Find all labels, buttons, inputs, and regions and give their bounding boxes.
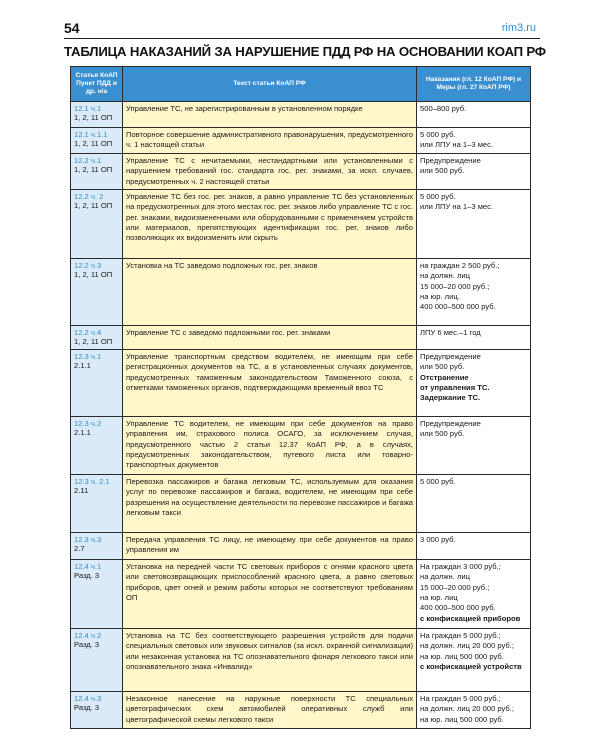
penalty-cell bbox=[417, 259, 531, 326]
article-number: 12.3 ч.2 bbox=[74, 418, 102, 428]
article-number: 12.4 ч.3 bbox=[74, 693, 102, 703]
article-text: Управление ТС без гос. рег. знаков, а равно управление ТС без установленных на предусмотренных для этого местах гос. рег. знаков либо управление ТС с гос. рег. знаками, видоизмененными или оборудованными с применением устройств или материалов, препятствующих идентификации гос. рег. знаков либо позволяющих их видоизменить или скрыть bbox=[123, 190, 417, 259]
pdd-reference: Разд. 3 bbox=[74, 703, 100, 713]
pdd-reference: 1, 2, 11 ОП bbox=[74, 113, 113, 123]
article-text: Повторное совершение административного правонарушения, предусмотренного ч. 1 настоящей статьи bbox=[123, 128, 417, 154]
penalty-cell bbox=[417, 474, 531, 532]
article-text: Перевозка пассажиров и багажа легковым ТС, используемым для оказания услуг по перевозке пассажиров и багажа, водителем, не имеющим при себе разрешения на осуществление деятельности по перевозке пассажиров и багажа легковым такси bbox=[123, 474, 417, 532]
pdd-reference: 1, 2, 11 ОП bbox=[74, 165, 113, 175]
article-cell bbox=[71, 190, 123, 259]
article-text: Управление ТС с нечитаемыми, нестандартными или установленными с нарушением требований гос. стандарта гос. рег. знаками, за искл. случаев, предусмотренных ч. 2 настоящей статьи bbox=[123, 154, 417, 190]
penalty-text: ЛПУ 6 мес.–1 год bbox=[420, 328, 481, 337]
article-cell bbox=[71, 559, 123, 628]
article-number: 12.3 ч. 2.1 bbox=[74, 476, 110, 486]
article-cell bbox=[71, 532, 123, 559]
penalty-cell bbox=[417, 628, 531, 691]
penalty-text: На граждан 5 000 руб.; на должн. лиц 20 000 руб.; на юр. лиц 500 000 руб. bbox=[420, 693, 514, 724]
penalty-cell bbox=[417, 102, 531, 128]
penalty-table bbox=[70, 66, 531, 729]
article-cell bbox=[71, 474, 123, 532]
penalty-text: Предупреждение или 500 руб. bbox=[420, 351, 481, 372]
article-cell bbox=[71, 259, 123, 326]
article-text: Установка на передней части ТС световых приборов с огнями красного цвета или световозвращающих приспособлений красного цвета, а равно световых приборов, цвет огней и режим работы которых не соответствуют требованиям ОП bbox=[123, 559, 417, 628]
penalty-cell bbox=[417, 154, 531, 190]
pdd-reference: 1, 2, 11 ОП bbox=[74, 337, 113, 347]
pdd-reference: 2.7 bbox=[74, 544, 85, 554]
penalty-measure: Отстранение от управления ТС. Задержание ТС. bbox=[420, 372, 490, 403]
penalty-cell bbox=[417, 559, 531, 628]
table-row bbox=[71, 628, 531, 691]
pdd-reference: Разд. 3 bbox=[74, 640, 100, 650]
penalty-text: 500–800 руб. bbox=[420, 104, 467, 113]
article-cell bbox=[71, 102, 123, 128]
article-text: Установка на ТС заведомо подложных гос. рег. знаков bbox=[123, 259, 417, 326]
penalty-cell bbox=[417, 128, 531, 154]
article-number: 12.2 ч.3 bbox=[74, 261, 102, 270]
article-number: 12.2 ч.1 bbox=[74, 156, 102, 165]
article-number: 12.3 ч.1 bbox=[74, 351, 102, 361]
pdd-reference: 2.1.1 bbox=[74, 361, 91, 371]
article-text: Управление ТС водителем, не имеющим при себе документов на право управления им, страхового полиса ОСАГО, за исключением случая, предусмотренного частью 2 статьи 12.37 КоАП РФ, а в случаях, предусмотренных законодательством, путевого листа или товарно-транспортных документов bbox=[123, 416, 417, 474]
table-row bbox=[71, 326, 531, 350]
col-header-penalty: Наказания (гл. 12 КоАП РФ) и Меры (гл. 27 КоАП РФ) bbox=[417, 67, 531, 102]
page-number: 54 bbox=[64, 20, 80, 36]
penalty-cell bbox=[417, 326, 531, 350]
pdd-reference: 1, 2, 11 ОП bbox=[74, 270, 113, 280]
article-number: 12.4 ч.1 bbox=[74, 561, 102, 571]
table-row bbox=[71, 259, 531, 326]
table-row bbox=[71, 349, 531, 416]
page-title: ТАБЛИЦА НАКАЗАНИЙ ЗА НАРУШЕНИЕ ПДД РФ НА ОСНОВАНИИ КОАП РФ bbox=[64, 44, 546, 59]
table-row bbox=[71, 559, 531, 628]
pdd-reference: 1, 2, 11 ОП bbox=[74, 201, 113, 211]
article-number: 12.1 ч.1.1 bbox=[74, 130, 108, 139]
article-cell bbox=[71, 349, 123, 416]
article-cell bbox=[71, 128, 123, 154]
article-number: 12.1 ч.1 bbox=[74, 104, 102, 113]
penalty-text: На граждан 5 000 руб.; на должн. лиц 20 000 руб.; на юр. лиц 500 000 руб. bbox=[420, 630, 514, 661]
col-header-text: Текст статьи КоАП РФ bbox=[123, 67, 417, 102]
article-cell bbox=[71, 326, 123, 350]
penalty-measure: с конфискацией устройств bbox=[420, 661, 522, 671]
table-row bbox=[71, 102, 531, 128]
article-cell bbox=[71, 416, 123, 474]
table-row bbox=[71, 190, 531, 259]
article-number: 12.3 ч.3 bbox=[74, 534, 102, 544]
table-row bbox=[71, 532, 531, 559]
penalty-text: 5 000 руб. bbox=[420, 476, 456, 486]
col-header-article: Статья КоАП Пункт ПДД и др. н/а bbox=[71, 67, 123, 102]
table-row bbox=[71, 416, 531, 474]
penalty-text: На граждан 3 000 руб.; на должн. лиц 15 000–20 000 руб.; на юр. лиц 400 000–500 000 руб. bbox=[420, 561, 501, 613]
penalty-text: 5 000 руб. или ЛПУ на 1–3 мес. bbox=[420, 192, 494, 212]
article-number: 12.2 ч. 2 bbox=[74, 192, 104, 201]
pdd-reference: 1, 2, 11 ОП bbox=[74, 139, 113, 149]
pdd-reference: Разд. 3 bbox=[74, 571, 100, 581]
penalty-text: на граждан 2 500 руб.; на должн. лиц 15 000–20 000 руб.; на юр. лиц. 400 000–500 000 руб. bbox=[420, 261, 500, 312]
article-text: Установка на ТС без соответствующего разрешения устройств для подачи специальных световых или звуковых сигналов (за искл. охранной сигнализации) или незаконная установка на ТС опознавательного фонаря легкового такси или опознавательного знака «Инвалид» bbox=[123, 628, 417, 691]
table-row bbox=[71, 474, 531, 532]
article-text: Передача управления ТС лицу, не имеющему при себе документов на право управления им bbox=[123, 532, 417, 559]
site-link[interactable]: rim3.ru bbox=[501, 22, 536, 34]
pdd-reference: 2.11 bbox=[74, 486, 89, 496]
penalty-text: 3 000 руб. bbox=[420, 534, 456, 544]
penalty-cell bbox=[417, 349, 531, 416]
article-number: 12.4 ч.2 bbox=[74, 630, 102, 640]
penalty-text: 5 000 руб. или ЛПУ на 1–3 мес. bbox=[420, 130, 494, 150]
article-cell bbox=[71, 628, 123, 691]
table-header-row bbox=[71, 67, 531, 102]
article-text: Управление ТС, не зарегистрированным в установленном порядке bbox=[123, 102, 417, 128]
penalty-cell bbox=[417, 691, 531, 728]
article-text: Управление ТС с заведомо подложными гос. рег. знаками bbox=[123, 326, 417, 350]
table-row bbox=[71, 128, 531, 154]
article-text: Управление транспортным средством водителем, не имеющим при себе регистрационных документов на ТС, а в установленных случаях документов, предусмотренных таможенным законодательством Таможенного союза, с отметками таможенных органов, подтверждающими временный ввоз ТС bbox=[123, 349, 417, 416]
penalty-text: Предупреждение или 500 руб. bbox=[420, 156, 481, 176]
penalty-cell bbox=[417, 190, 531, 259]
pdd-reference: 2.1.1 bbox=[74, 428, 91, 438]
penalty-measure: с конфискацией приборов bbox=[420, 613, 521, 623]
penalty-text: Предупреждение или 500 руб. bbox=[420, 418, 481, 439]
article-cell bbox=[71, 154, 123, 190]
article-number: 12.2 ч.4 bbox=[74, 328, 102, 337]
penalty-cell bbox=[417, 416, 531, 474]
header-rule bbox=[64, 38, 540, 39]
table-row bbox=[71, 691, 531, 728]
article-cell bbox=[71, 691, 123, 728]
penalty-cell bbox=[417, 532, 531, 559]
article-text: Незаконное нанесение на наружные поверхности ТС специальных цветографических схем автомобилей оперативных служб или цветографической схемы легкового такси bbox=[123, 691, 417, 728]
table-row bbox=[71, 154, 531, 190]
